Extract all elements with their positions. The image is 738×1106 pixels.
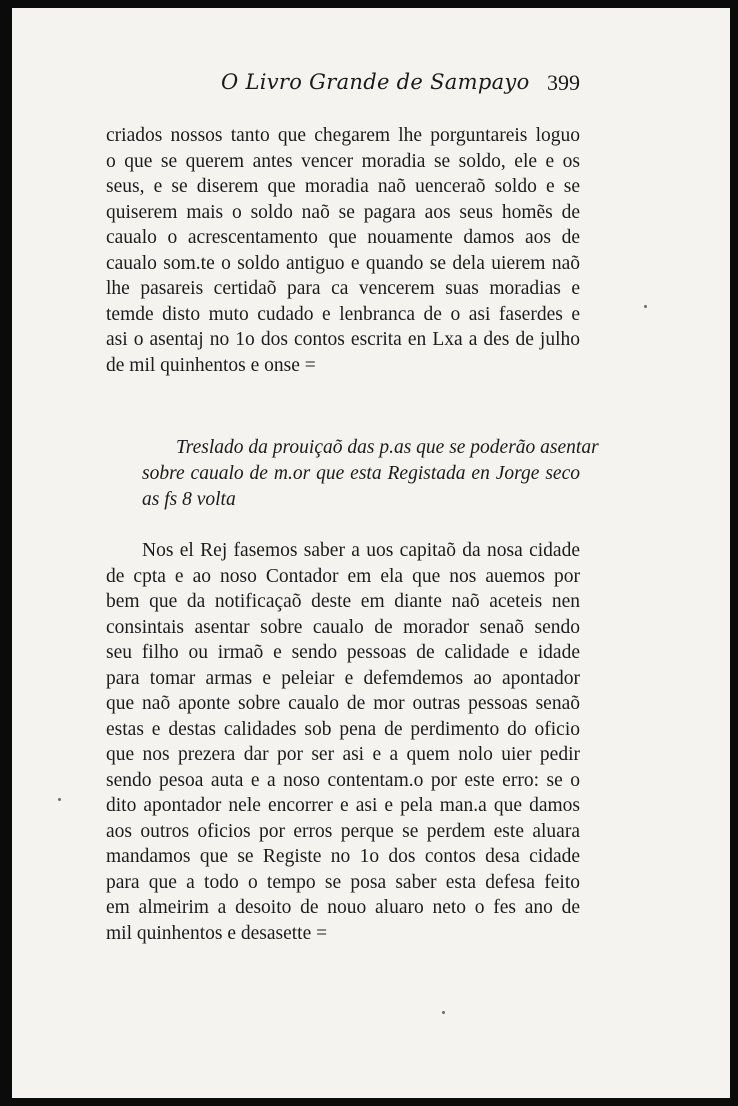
page-header bbox=[12, 70, 730, 104]
text-line: que nos prezera dar por ser asi e a quem nolo uier pedir bbox=[106, 744, 580, 765]
text-line: seu filho ou irmaõ e sendo pessoas de calidade e idade bbox=[106, 642, 580, 663]
scan-speck bbox=[442, 1011, 445, 1014]
scan-speck bbox=[644, 305, 647, 308]
paragraph-1 bbox=[106, 123, 580, 378]
text-line: de mil quinhentos e onse = bbox=[106, 354, 316, 376]
book-page bbox=[12, 8, 730, 1098]
text-line: para tomar armas e peleiar e defemdemos ao apontador bbox=[106, 667, 580, 689]
text-line: estas e destas calidades sob pena de perdimento do oficio bbox=[106, 718, 580, 740]
text-line: Nos el Rej fasemos saber a uos capitaõ da nosa cidade bbox=[142, 540, 580, 561]
text-line: lhe pasareis certidaõ para ca vencerem suas moradias e bbox=[106, 278, 580, 299]
text-line: seus, e se diserem que moradia naõ uenceraõ soldo e se bbox=[106, 176, 580, 197]
text-line: asi o asentaj no 1o dos contos escrita en Lxa a des de julho bbox=[106, 329, 580, 350]
running-title: O Livro Grande de Sampayo bbox=[221, 70, 530, 94]
heading-line: sobre caualo de m.or que esta Registada en Jorge seco bbox=[142, 463, 580, 484]
page-number: 399 bbox=[547, 70, 580, 95]
heading-line: Treslado da prouiçaõ das p.as que se poderão asentar bbox=[176, 437, 599, 458]
text-line: mandamos que se Registe no 1o dos contos desa cidade bbox=[106, 846, 580, 867]
text-line: temde disto muto cudado e lenbranca de o asi faserdes e bbox=[106, 303, 580, 325]
text-line: caualo som.te o soldo antiguo e quando se dela uierem naõ bbox=[106, 252, 580, 274]
section-heading bbox=[142, 435, 599, 513]
text-line: bem que da notificaçaõ deste em diante naõ aceteis nen bbox=[106, 591, 580, 612]
heading-line: as fs 8 volta bbox=[142, 489, 236, 510]
text-line: para que a todo o tempo se posa saber esta defesa feito bbox=[106, 871, 580, 893]
text-line: caualo o acrescentamento que nouamente damos aos de bbox=[106, 227, 580, 248]
text-line: quiserem mais o soldo naõ se pagara aos seus homẽs de bbox=[106, 201, 580, 223]
text-line: mil quinhentos e desasette = bbox=[106, 922, 328, 944]
paragraph-2 bbox=[106, 538, 580, 946]
text-line: criados nossos tanto que chegarem lhe porguntareis loguo bbox=[106, 125, 580, 146]
text-line: em almeirim a desoito de nouo aluaro neto o fes ano de bbox=[106, 897, 580, 918]
text-line: consintais asentar sobre caualo de morador senaõ sendo bbox=[106, 616, 580, 638]
text-line: dito apontador nele encorrer e asi e pela man.a que damos bbox=[106, 795, 580, 816]
scan-speck bbox=[58, 798, 61, 801]
text-line: que naõ aponte sobre caualo de mor outras pessoas senaõ bbox=[106, 693, 580, 714]
text-line: o que se querem antes vencer moradia se soldo, ele e os bbox=[106, 150, 580, 172]
text-line: sendo pesoa auta e a noso contentam.o por este erro: se o bbox=[106, 769, 580, 791]
text-line: de cpta e ao noso Contador em ela que nos auemos por bbox=[106, 565, 580, 587]
text-line: aos outros oficios por erros perque se perdem este aluara bbox=[106, 820, 580, 842]
